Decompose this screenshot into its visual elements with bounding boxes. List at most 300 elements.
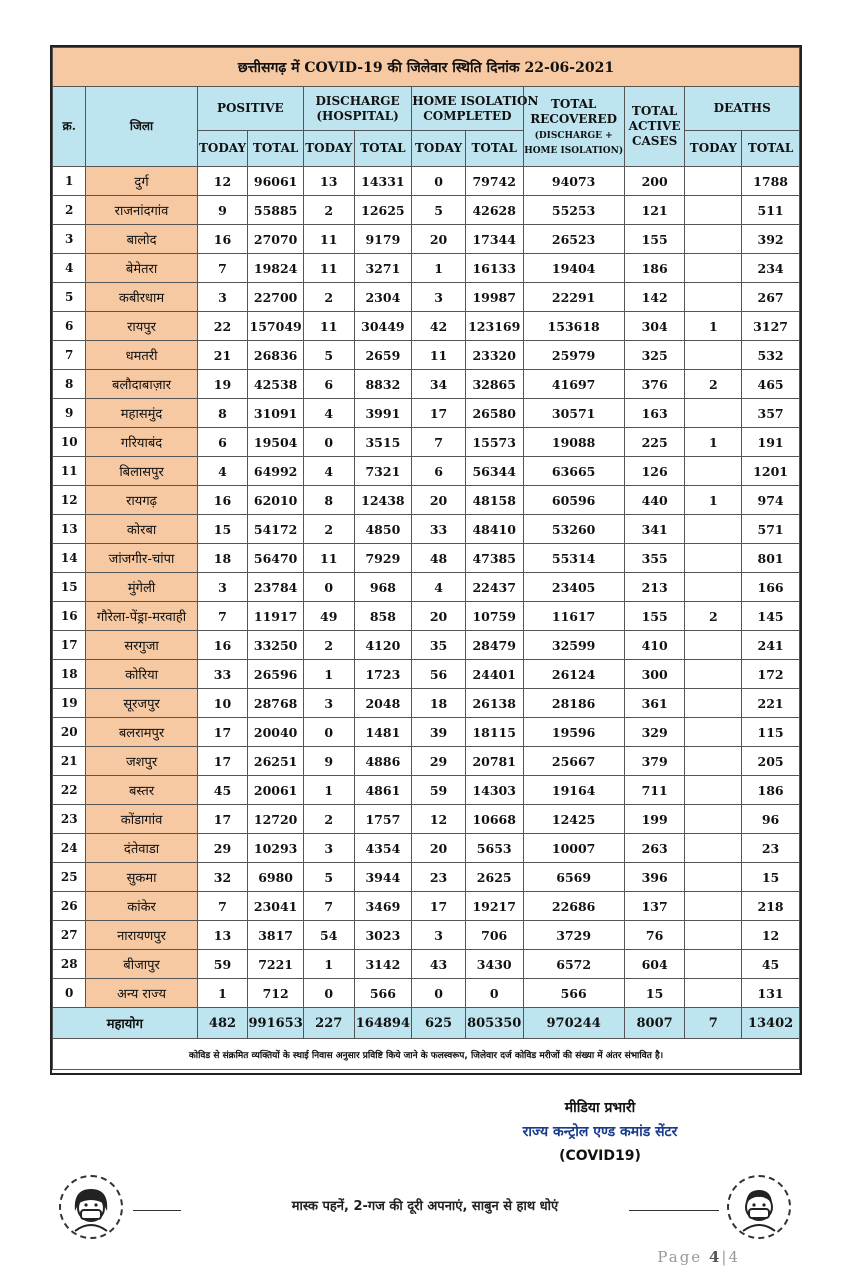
row-dis-total: 30449 <box>354 312 412 341</box>
row-active: 121 <box>624 196 685 225</box>
row-death-total: 186 <box>742 776 800 805</box>
row-pos-total: 28768 <box>248 689 304 718</box>
row-dis-total: 4886 <box>354 747 412 776</box>
row-district: धमतरी <box>86 341 197 370</box>
row-active: 155 <box>624 225 685 254</box>
row-sn: 8 <box>53 370 86 399</box>
row-dis-today: 54 <box>303 921 354 950</box>
row-home-total: 20781 <box>465 747 523 776</box>
row-recovered: 55253 <box>523 196 624 225</box>
row-death-today: 1 <box>685 312 742 341</box>
row-active: 379 <box>624 747 685 776</box>
table-row <box>53 660 800 689</box>
masked-man-icon <box>727 1175 791 1239</box>
row-recovered: 23405 <box>523 573 624 602</box>
row-dis-today: 11 <box>303 312 354 341</box>
row-home-total: 18115 <box>465 718 523 747</box>
row-dis-today: 5 <box>303 863 354 892</box>
row-pos-total: 42538 <box>248 370 304 399</box>
row-death-today <box>685 167 742 196</box>
row-sn: 27 <box>53 921 86 950</box>
row-death-today: 2 <box>685 370 742 399</box>
row-death-today <box>685 718 742 747</box>
row-active: 329 <box>624 718 685 747</box>
row-pos-today: 10 <box>197 689 248 718</box>
row-death-today <box>685 747 742 776</box>
row-death-total: 15 <box>742 863 800 892</box>
grand-total-label: महायोग <box>53 1008 198 1039</box>
row-death-today <box>685 341 742 370</box>
row-recovered: 19164 <box>523 776 624 805</box>
row-home-total: 26580 <box>465 399 523 428</box>
row-death-total: 115 <box>742 718 800 747</box>
table-row <box>53 457 800 486</box>
table-row <box>53 312 800 341</box>
row-pos-today: 4 <box>197 457 248 486</box>
row-home-total: 15573 <box>465 428 523 457</box>
row-district: बलरामपुर <box>86 718 197 747</box>
row-dis-total: 2048 <box>354 689 412 718</box>
table-row <box>53 544 800 573</box>
header-deaths-today: TODAY <box>685 131 742 167</box>
row-sn: 0 <box>53 979 86 1008</box>
row-active: 263 <box>624 834 685 863</box>
row-death-today <box>685 196 742 225</box>
row-active: 155 <box>624 602 685 631</box>
row-dis-total: 4850 <box>354 515 412 544</box>
row-district: जशपुर <box>86 747 197 776</box>
table-row <box>53 921 800 950</box>
row-sn: 23 <box>53 805 86 834</box>
row-death-today <box>685 950 742 979</box>
row-death-total: 357 <box>742 399 800 428</box>
row-active: 355 <box>624 544 685 573</box>
footer-slogan-band <box>55 1172 795 1242</box>
row-active: 361 <box>624 689 685 718</box>
row-sn: 26 <box>53 892 86 921</box>
total-discharge-total: 164894 <box>354 1008 412 1039</box>
row-active: 304 <box>624 312 685 341</box>
row-active: 300 <box>624 660 685 689</box>
row-district: महासमुंद <box>86 399 197 428</box>
row-dis-today: 3 <box>303 834 354 863</box>
header-positive-total: TOTAL <box>248 131 304 167</box>
row-dis-today: 6 <box>303 370 354 399</box>
row-dis-today: 4 <box>303 399 354 428</box>
row-district: कोंडागांव <box>86 805 197 834</box>
row-recovered: 11617 <box>523 602 624 631</box>
table-row <box>53 631 800 660</box>
table-row <box>53 399 800 428</box>
row-pos-today: 32 <box>197 863 248 892</box>
row-death-today <box>685 573 742 602</box>
row-pos-total: 11917 <box>248 602 304 631</box>
row-recovered: 63665 <box>523 457 624 486</box>
row-district: बस्तर <box>86 776 197 805</box>
row-recovered: 19404 <box>523 254 624 283</box>
row-district: दंतेवाडा <box>86 834 197 863</box>
row-pos-today: 22 <box>197 312 248 341</box>
row-death-total: 3127 <box>742 312 800 341</box>
row-home-total: 706 <box>465 921 523 950</box>
row-home-today: 43 <box>412 950 466 979</box>
row-dis-today: 13 <box>303 167 354 196</box>
row-pos-today: 7 <box>197 602 248 631</box>
row-home-today: 35 <box>412 631 466 660</box>
row-pos-today: 17 <box>197 747 248 776</box>
row-active: 396 <box>624 863 685 892</box>
row-death-total: 1201 <box>742 457 800 486</box>
row-home-today: 20 <box>412 225 466 254</box>
row-home-today: 29 <box>412 747 466 776</box>
row-dis-today: 0 <box>303 428 354 457</box>
header-district: जिला <box>86 87 197 167</box>
row-home-total: 48158 <box>465 486 523 515</box>
total-home-today: 625 <box>412 1008 466 1039</box>
row-sn: 25 <box>53 863 86 892</box>
row-sn: 16 <box>53 602 86 631</box>
total-positive-total: 991653 <box>248 1008 304 1039</box>
row-recovered: 153618 <box>523 312 624 341</box>
row-sn: 3 <box>53 225 86 254</box>
row-home-total: 5653 <box>465 834 523 863</box>
row-dis-today: 11 <box>303 225 354 254</box>
row-home-total: 28479 <box>465 631 523 660</box>
table-row <box>53 776 800 805</box>
row-home-today: 39 <box>412 718 466 747</box>
table-row <box>53 979 800 1008</box>
row-dis-today: 1 <box>303 776 354 805</box>
row-pos-total: 54172 <box>248 515 304 544</box>
row-district: बालोद <box>86 225 197 254</box>
row-dis-today: 5 <box>303 341 354 370</box>
row-pos-today: 17 <box>197 805 248 834</box>
table-row <box>53 428 800 457</box>
row-home-total: 23320 <box>465 341 523 370</box>
row-pos-today: 17 <box>197 718 248 747</box>
row-home-today: 56 <box>412 660 466 689</box>
row-home-total: 24401 <box>465 660 523 689</box>
row-pos-today: 3 <box>197 573 248 602</box>
row-pos-today: 13 <box>197 921 248 950</box>
row-home-today: 5 <box>412 196 466 225</box>
row-district: सुकमा <box>86 863 197 892</box>
table-row <box>53 718 800 747</box>
table-row <box>53 805 800 834</box>
row-home-total: 123169 <box>465 312 523 341</box>
row-dis-today: 0 <box>303 979 354 1008</box>
row-pos-total: 56470 <box>248 544 304 573</box>
table-row <box>53 602 800 631</box>
row-sn: 11 <box>53 457 86 486</box>
row-sn: 15 <box>53 573 86 602</box>
row-recovered: 10007 <box>523 834 624 863</box>
row-pos-total: 22700 <box>248 283 304 312</box>
row-death-total: 45 <box>742 950 800 979</box>
header-row-1 <box>53 87 800 131</box>
row-death-total: 801 <box>742 544 800 573</box>
row-sn: 2 <box>53 196 86 225</box>
table-row <box>53 863 800 892</box>
row-sn: 12 <box>53 486 86 515</box>
row-active: 440 <box>624 486 685 515</box>
row-dis-total: 4120 <box>354 631 412 660</box>
row-sn: 24 <box>53 834 86 863</box>
page-number: Page 4|4 <box>657 1248 740 1266</box>
row-death-today: 1 <box>685 428 742 457</box>
row-dis-total: 3142 <box>354 950 412 979</box>
row-death-total: 145 <box>742 602 800 631</box>
table-row <box>53 892 800 921</box>
row-home-today: 33 <box>412 515 466 544</box>
row-district: कबीरधाम <box>86 283 197 312</box>
row-active: 325 <box>624 341 685 370</box>
row-recovered: 32599 <box>523 631 624 660</box>
row-home-today: 3 <box>412 921 466 950</box>
row-active: 410 <box>624 631 685 660</box>
row-death-today <box>685 631 742 660</box>
row-home-total: 19987 <box>465 283 523 312</box>
row-active: 213 <box>624 573 685 602</box>
row-district: बलौदाबाज़ार <box>86 370 197 399</box>
row-pos-total: 3817 <box>248 921 304 950</box>
row-death-today <box>685 863 742 892</box>
row-district: बीजापुर <box>86 950 197 979</box>
row-death-total: 221 <box>742 689 800 718</box>
row-home-total: 48410 <box>465 515 523 544</box>
table-row <box>53 834 800 863</box>
row-recovered: 12425 <box>523 805 624 834</box>
row-dis-today: 0 <box>303 718 354 747</box>
row-sn: 19 <box>53 689 86 718</box>
row-dis-total: 3991 <box>354 399 412 428</box>
row-pos-total: 62010 <box>248 486 304 515</box>
row-sn: 13 <box>53 515 86 544</box>
row-death-total: 974 <box>742 486 800 515</box>
row-recovered: 19596 <box>523 718 624 747</box>
row-district: रायपुर <box>86 312 197 341</box>
row-district: गौरेला-पेंड्रा-मरवाही <box>86 602 197 631</box>
row-home-today: 23 <box>412 863 466 892</box>
row-dis-total: 3023 <box>354 921 412 950</box>
row-home-total: 42628 <box>465 196 523 225</box>
signature-block <box>430 1096 770 1168</box>
table-row <box>53 341 800 370</box>
row-death-today <box>685 776 742 805</box>
row-home-total: 10668 <box>465 805 523 834</box>
row-pos-today: 21 <box>197 341 248 370</box>
row-sn: 1 <box>53 167 86 196</box>
signature-line-1: मीडिया प्रभारी <box>564 1100 636 1116</box>
row-home-today: 17 <box>412 892 466 921</box>
row-pos-today: 9 <box>197 196 248 225</box>
row-recovered: 25667 <box>523 747 624 776</box>
row-death-total: 191 <box>742 428 800 457</box>
row-dis-total: 9179 <box>354 225 412 254</box>
row-sn: 28 <box>53 950 86 979</box>
row-recovered: 25979 <box>523 341 624 370</box>
row-dis-today: 49 <box>303 602 354 631</box>
row-recovered: 26523 <box>523 225 624 254</box>
row-sn: 10 <box>53 428 86 457</box>
row-district: कांकेर <box>86 892 197 921</box>
row-recovered: 55314 <box>523 544 624 573</box>
row-home-today: 42 <box>412 312 466 341</box>
row-recovered: 94073 <box>523 167 624 196</box>
row-sn: 7 <box>53 341 86 370</box>
header-sn: क्र. <box>53 87 86 167</box>
row-pos-today: 3 <box>197 283 248 312</box>
header-home-isolation: HOME ISOLATION COMPLETED <box>412 87 523 131</box>
row-pos-total: 7221 <box>248 950 304 979</box>
row-district: गरियाबंद <box>86 428 197 457</box>
row-dis-today: 2 <box>303 283 354 312</box>
row-sn: 17 <box>53 631 86 660</box>
row-pos-total: 19824 <box>248 254 304 283</box>
row-recovered: 22686 <box>523 892 624 921</box>
row-home-total: 3430 <box>465 950 523 979</box>
row-district: नारायणपुर <box>86 921 197 950</box>
total-discharge-today: 227 <box>303 1008 354 1039</box>
row-home-today: 34 <box>412 370 466 399</box>
row-home-today: 48 <box>412 544 466 573</box>
row-recovered: 6572 <box>523 950 624 979</box>
table-row <box>53 225 800 254</box>
row-dis-today: 9 <box>303 747 354 776</box>
total-deaths-total: 13402 <box>742 1008 800 1039</box>
row-home-total: 14303 <box>465 776 523 805</box>
covid-table-frame <box>50 45 802 1075</box>
row-recovered: 28186 <box>523 689 624 718</box>
row-pos-total: 33250 <box>248 631 304 660</box>
row-dis-total: 1481 <box>354 718 412 747</box>
row-pos-total: 26836 <box>248 341 304 370</box>
row-pos-today: 12 <box>197 167 248 196</box>
header-positive: POSITIVE <box>197 87 303 131</box>
footnote: कोविड से संक्रमित व्यक्तियों के स्थाई निवास अनुसार प्रविष्टि किये जाने के फलस्वरूप, जिलेवार दर्ज कोविड मरीजों की संख्या में अंतर संभावित है। <box>53 1039 800 1070</box>
total-positive-today: 482 <box>197 1008 248 1039</box>
row-recovered: 30571 <box>523 399 624 428</box>
row-district: सरगुजा <box>86 631 197 660</box>
row-death-total: 241 <box>742 631 800 660</box>
row-death-total: 392 <box>742 225 800 254</box>
row-district: बिलासपुर <box>86 457 197 486</box>
row-dis-today: 7 <box>303 892 354 921</box>
row-death-today <box>685 921 742 950</box>
row-home-total: 79742 <box>465 167 523 196</box>
row-recovered: 3729 <box>523 921 624 950</box>
row-dis-total: 12438 <box>354 486 412 515</box>
row-pos-today: 33 <box>197 660 248 689</box>
row-sn: 9 <box>53 399 86 428</box>
row-dis-total: 3469 <box>354 892 412 921</box>
row-district: अन्य राज्य <box>86 979 197 1008</box>
row-dis-total: 968 <box>354 573 412 602</box>
row-pos-total: 10293 <box>248 834 304 863</box>
row-pos-total: 31091 <box>248 399 304 428</box>
row-active: 199 <box>624 805 685 834</box>
row-pos-today: 59 <box>197 950 248 979</box>
row-pos-total: 55885 <box>248 196 304 225</box>
row-death-total: 172 <box>742 660 800 689</box>
row-pos-today: 19 <box>197 370 248 399</box>
row-dis-today: 11 <box>303 544 354 573</box>
row-pos-total: 96061 <box>248 167 304 196</box>
table-row <box>53 167 800 196</box>
row-home-today: 0 <box>412 979 466 1008</box>
header-discharge-today: TODAY <box>303 131 354 167</box>
row-dis-total: 7321 <box>354 457 412 486</box>
row-death-total: 234 <box>742 254 800 283</box>
row-pos-total: 26251 <box>248 747 304 776</box>
header-deaths: DEATHS <box>685 87 800 131</box>
row-home-today: 20 <box>412 834 466 863</box>
note-row <box>53 1039 800 1070</box>
row-death-total: 571 <box>742 515 800 544</box>
row-pos-total: 23041 <box>248 892 304 921</box>
row-home-total: 19217 <box>465 892 523 921</box>
row-pos-total: 23784 <box>248 573 304 602</box>
row-death-today <box>685 544 742 573</box>
header-home-total: TOTAL <box>465 131 523 167</box>
row-dis-total: 3944 <box>354 863 412 892</box>
row-death-today <box>685 892 742 921</box>
row-recovered: 41697 <box>523 370 624 399</box>
row-home-today: 11 <box>412 341 466 370</box>
row-home-today: 3 <box>412 283 466 312</box>
row-pos-total: 20061 <box>248 776 304 805</box>
header-deaths-total: TOTAL <box>742 131 800 167</box>
row-dis-total: 3271 <box>354 254 412 283</box>
row-pos-today: 6 <box>197 428 248 457</box>
row-dis-total: 858 <box>354 602 412 631</box>
row-dis-total: 3515 <box>354 428 412 457</box>
header-discharge-total: TOTAL <box>354 131 412 167</box>
row-dis-today: 8 <box>303 486 354 515</box>
row-pos-today: 1 <box>197 979 248 1008</box>
row-recovered: 566 <box>523 979 624 1008</box>
row-death-total: 267 <box>742 283 800 312</box>
row-district: राजनांदगांव <box>86 196 197 225</box>
row-death-today <box>685 225 742 254</box>
row-death-today <box>685 805 742 834</box>
row-dis-total: 2659 <box>354 341 412 370</box>
row-recovered: 53260 <box>523 515 624 544</box>
total-deaths-today: 7 <box>685 1008 742 1039</box>
row-active: 137 <box>624 892 685 921</box>
row-dis-today: 1 <box>303 660 354 689</box>
row-active: 200 <box>624 167 685 196</box>
row-pos-total: 12720 <box>248 805 304 834</box>
row-home-total: 17344 <box>465 225 523 254</box>
row-dis-total: 7929 <box>354 544 412 573</box>
row-pos-today: 7 <box>197 254 248 283</box>
row-active: 142 <box>624 283 685 312</box>
row-district: दुर्ग <box>86 167 197 196</box>
header-home-today: TODAY <box>412 131 466 167</box>
row-district: सूरजपुर <box>86 689 197 718</box>
row-death-total: 23 <box>742 834 800 863</box>
total-home-total: 805350 <box>465 1008 523 1039</box>
row-dis-today: 3 <box>303 689 354 718</box>
row-dis-today: 4 <box>303 457 354 486</box>
table-row <box>53 196 800 225</box>
row-home-total: 0 <box>465 979 523 1008</box>
masked-woman-icon <box>59 1175 123 1239</box>
row-pos-today: 18 <box>197 544 248 573</box>
row-active: 163 <box>624 399 685 428</box>
row-death-total: 166 <box>742 573 800 602</box>
